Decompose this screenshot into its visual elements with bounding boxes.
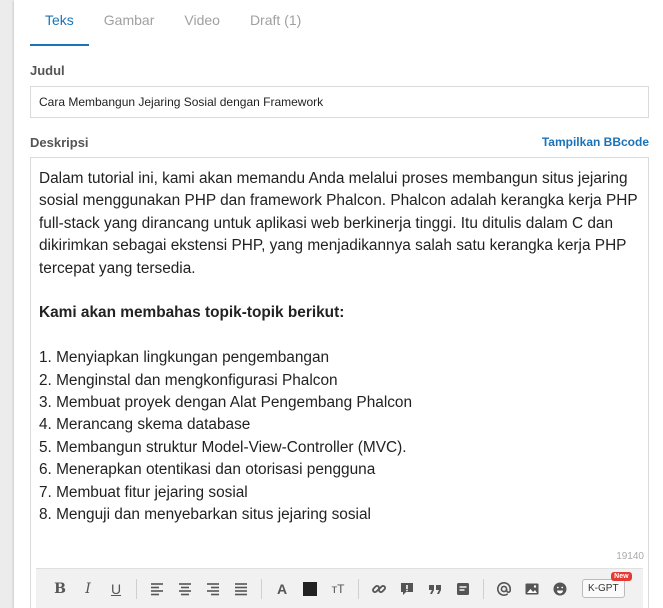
font-color-button[interactable]: A — [276, 580, 288, 597]
list-item: 2. Menginstal dan mengkonfigurasi Phalcon — [39, 371, 338, 389]
intro-paragraph: Dalam tutorial ini, kami akan memandu Anda melalui proses membangun situs jejaring sosial menggunakan PHP dan framework Phalcon. Phalcon adalah kerangka kerja PHP full-stack yang dirancang untuk aplikasi web berkinerja tinggi. Itu ditulis dalam C dan dikirimkan sebagai ekstensi PHP, yang menjadikannya salah satu kerangka kerja PHP tercepat yang tersedia. — [39, 170, 638, 277]
color-swatch-icon[interactable] — [298, 577, 322, 601]
toolbar-divider — [261, 579, 262, 599]
tab-video[interactable]: Video — [184, 12, 220, 28]
title-label: Judul — [30, 63, 65, 78]
description-label: Deskripsi — [30, 135, 89, 150]
link-icon[interactable] — [367, 577, 391, 601]
list-item: 5. Membangun struktur Model-View-Controller (MVC). — [39, 438, 407, 456]
title-input[interactable]: Cara Membangun Jejaring Sosial dengan Framework — [30, 86, 649, 118]
toolbar-divider — [358, 579, 359, 599]
kgpt-button[interactable] — [582, 573, 629, 598]
mention-icon[interactable] — [492, 577, 516, 601]
editor-panel — [14, 0, 663, 608]
topics-heading: Kami akan membahas topik-topik berikut: — [39, 304, 345, 322]
italic-button[interactable]: I — [85, 580, 91, 597]
align-left-icon[interactable] — [145, 577, 169, 601]
image-icon[interactable] — [520, 577, 544, 601]
list-item: 8. Menguji dan menyebarkan situs jejaring sosial — [39, 506, 371, 524]
toolbar-divider — [483, 579, 484, 599]
toolbar-divider — [136, 579, 137, 599]
list-item: 4. Merancang skema database — [39, 416, 251, 434]
underline-button[interactable]: U — [110, 580, 122, 597]
list-item: 6. Menerapkan otentikasi dan otorisasi pengguna — [39, 461, 376, 479]
tab-draft[interactable]: Draft (1) — [249, 12, 302, 28]
tab-bar — [30, 8, 316, 46]
bold-button[interactable]: B — [54, 580, 66, 597]
align-right-icon[interactable] — [201, 577, 225, 601]
text-size-button[interactable]: тT — [331, 581, 345, 596]
kgpt-label: K-GPT — [588, 583, 619, 594]
editor-content[interactable] — [39, 168, 639, 526]
list-item: 1. Menyiapkan lingkungan pengembangan — [39, 349, 330, 367]
new-badge: New — [611, 572, 631, 581]
list-item: 7. Membuat fitur jejaring sosial — [39, 483, 248, 501]
description-editor[interactable] — [30, 157, 649, 608]
tab-teks[interactable]: Teks — [30, 8, 89, 46]
align-center-icon[interactable] — [173, 577, 197, 601]
align-justify-icon[interactable] — [229, 577, 253, 601]
list-item: 3. Membuat proyek dengan Alat Pengembang Phalcon — [39, 394, 413, 412]
show-bbcode-link[interactable]: Tampilkan BBcode — [541, 135, 649, 149]
formatting-toolbar — [36, 568, 643, 608]
code-block-icon[interactable] — [451, 577, 475, 601]
quote-icon[interactable] — [423, 577, 447, 601]
spoiler-icon[interactable] — [395, 577, 419, 601]
char-counter: 19140 — [616, 551, 644, 562]
emoji-icon[interactable] — [548, 577, 572, 601]
tab-gambar[interactable]: Gambar — [103, 12, 155, 28]
